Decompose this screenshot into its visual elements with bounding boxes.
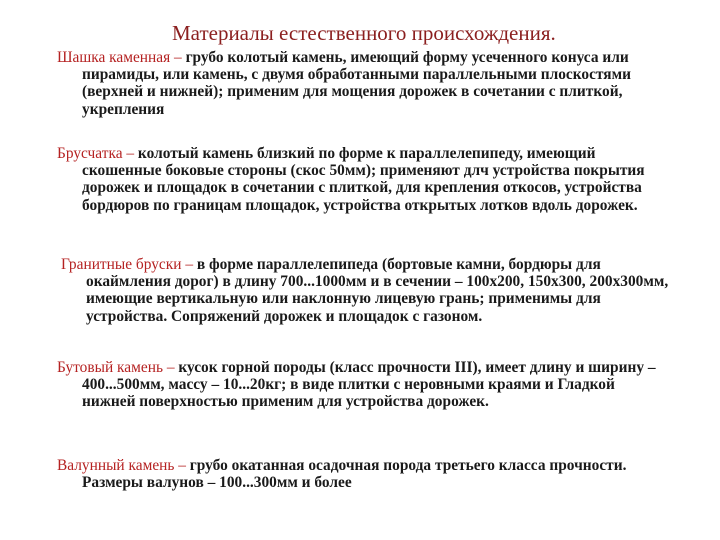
term-label: Брусчатка <box>57 145 123 162</box>
paragraph-granite-bars <box>61 256 673 325</box>
paragraph-text: в форме параллелепипеда (бортовые камни, бордюры для окаймления дорог) в длину 700...1000мм и в сечении – 100х200, 150х300, 200х300мм, имеющие вертикальную или наклонную лицевую грань; применимы для устройства. Сопряжений дорожек и площадок с газоном. <box>86 256 669 325</box>
term-dash: – <box>162 359 179 376</box>
term-label: Валунный камень <box>57 457 175 474</box>
paragraph-boulder-stone <box>57 457 669 491</box>
term-dash: – <box>174 457 190 474</box>
term-label: Шашка каменная <box>57 49 171 66</box>
term-dash: – <box>122 145 138 162</box>
term-label: Бутовый камень <box>57 359 163 376</box>
paragraph-text: колотый камень близкий по форме к параллелепипеду, имеющий скошенные боковые стороны (скос 50мм); применяют длч устройства покрытия дорожек и площадок в сочетании с плиткой, для крепления откосов, устройства бордюров по границам площадок, устройства открытых лотков вдоль дорожек. <box>82 145 645 214</box>
paragraph-paving-stone <box>57 145 669 214</box>
term-dash: – <box>170 49 186 66</box>
paragraph-text: грубо окатанная осадочная порода третьего класса прочности. Размеры валунов – 100...300мм и более <box>82 457 627 492</box>
paragraph-stone-block <box>57 49 669 118</box>
paragraph-rubble-stone <box>57 359 669 411</box>
term-label: Гранитные бруски <box>61 256 182 273</box>
slide-title: Материалы естественного происхождения. <box>172 21 556 45</box>
term-dash: – <box>181 256 197 273</box>
paragraph-text: кусок горной породы (класс прочности III), имеет длину и ширину – 400...500мм, массу – 10...20кг; в виде плитки с неровными краями и Гладкой нижней поверхностью применим для устройства дорожек. <box>82 359 656 411</box>
paragraph-text: грубо колотый камень, имеющий форму усеченного конуса или пирамиды, или камень, с двумя обработанными параллельными плоскостями (верхней и нижней); применим для мощения дорожек в сочетании с плиткой, укрепления <box>82 49 631 118</box>
